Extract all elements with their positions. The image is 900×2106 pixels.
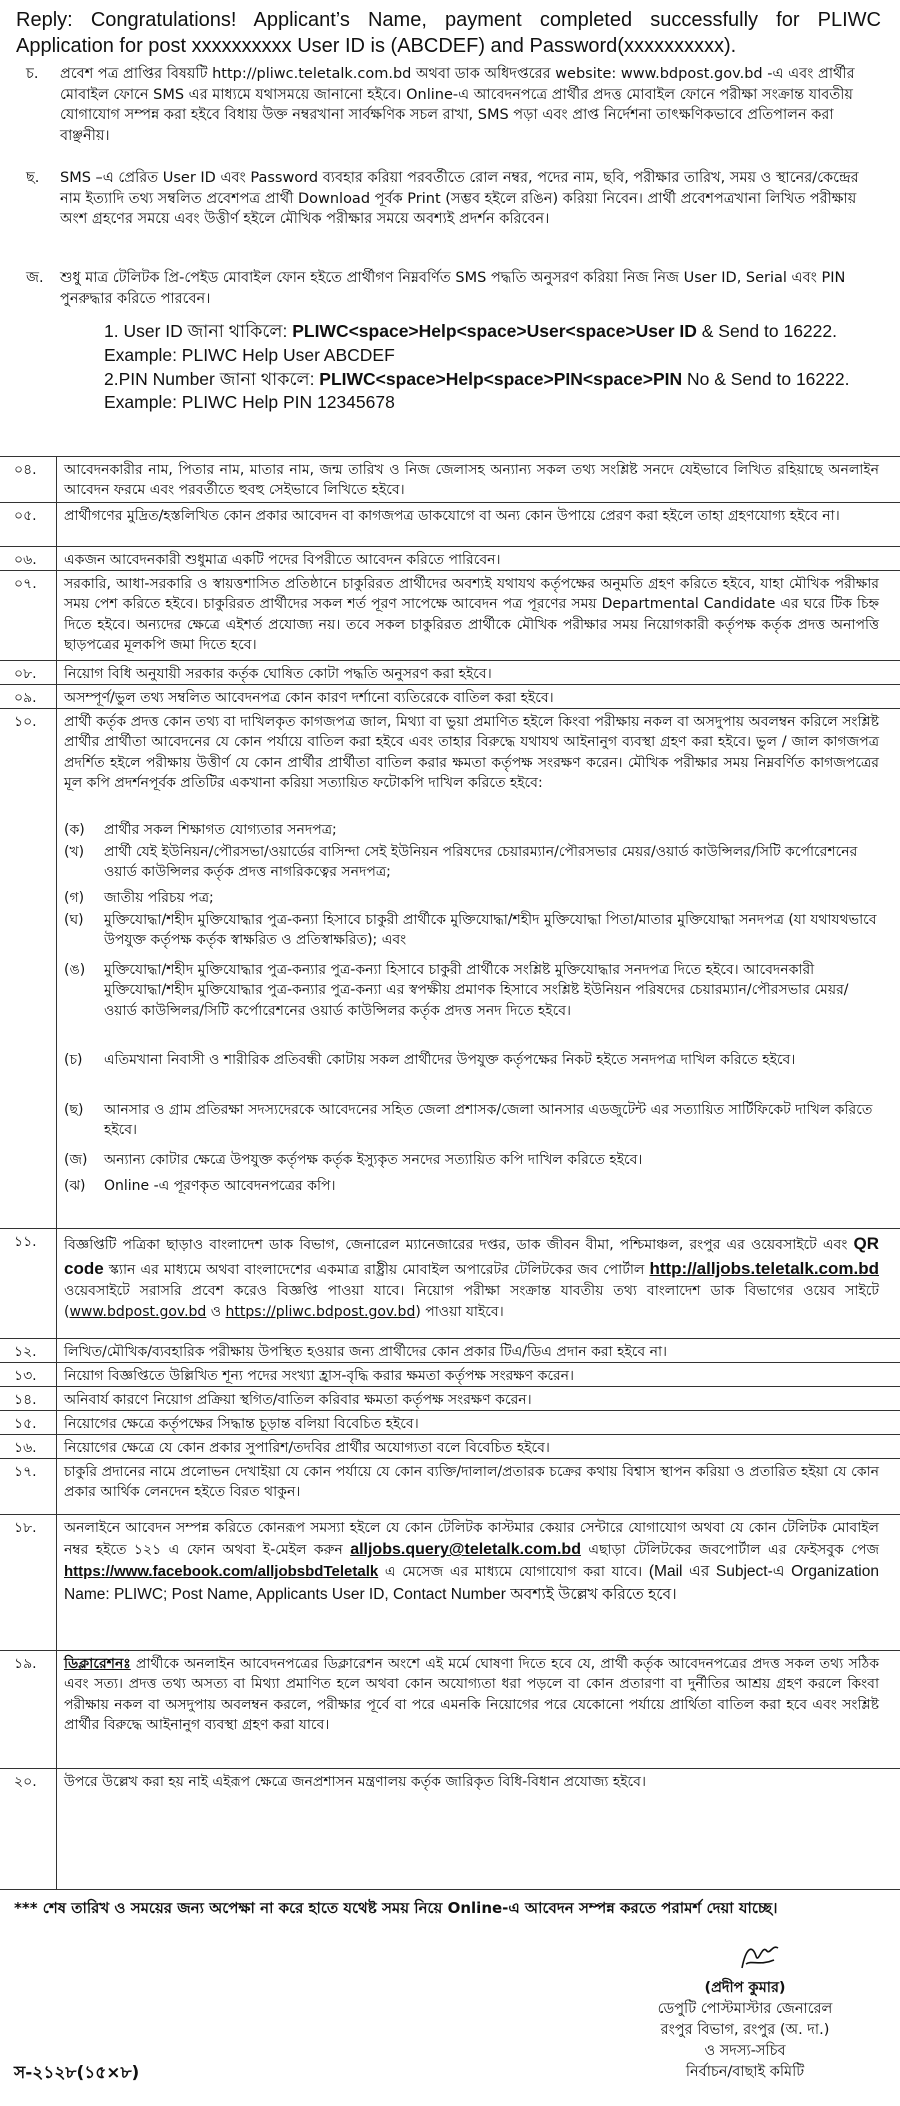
sms-example-1: Example: PLIWC Help User ABCDEF [104,344,395,365]
row-number: ১১. [14,1234,37,1250]
row-text: নিয়োগের ক্ষেত্রে কর্তৃপক্ষের সিদ্ধান্ত চূড়ান্ত বলিয়া বিবেচিত হইবে। [64,1416,419,1432]
row-text: অনিবার্য কারণে নিয়োগ প্রক্রিয়া স্থগিত/বাতিল করিবার ক্ষমতা কর্তৃপক্ষ সংরক্ষণ করেন। [64,1392,532,1408]
row-number: ১৭. [14,1464,37,1480]
row-number: ০৮. [14,666,37,682]
item-cha [26,64,880,146]
row-text: অসম্পূর্ণ/ভুল তথ্য সম্বলিত আবেদনপত্র কোন কারণ দর্শানো ব্যতিরেকে বাতিল করা হইবে। [64,690,554,706]
row-text: প্রার্থী কর্তৃক প্রদত্ত কোন তথ্য বা দাখিলকৃত কাগজপত্র জাল, মিথ্যা বা ভুয়া প্রমাণিত হইলে কিংবা পরীক্ষায় নকল বা অসদুপায় অবলম্বন করিলে সংশ্লিষ্ট প্রার্থীর প্রার্থীতা আবেদনের যে কোন পর্যায়ে বাতিল করা হইবে এবং তাহার বিরুদ্ধে যথাযথ আইনানুগ ব্যবস্থা গ্রহণ করা হইবে। ভুল / জাল কাগজপত্র প্রদর্শিত হইলে পরীক্ষায় উত্তীর্ণ যে কোন প্রার্থীর প্রার্থীতা বাতিল করার ক্ষমতা কর্তৃপক্ষ সংরক্ষণ করেন। মৌখিক পরীক্ষার সময় নিম্নবর্ণিত কাগজপত্রের মূল কপি প্রদর্শনপূর্বক প্রতিটির একখানা করিয়া সত্যায়িত ফটোকপি দাখিল করিতে হইবে: [64,714,879,791]
table-row [0,1410,900,1435]
pliwc-link[interactable]: https://pliwc.bdpost.gov.bd [225,1303,416,1320]
row-number: ০৯. [14,690,37,706]
row-number: ০৬. [14,552,37,568]
signatory-name: (প্রদীপ কুমার) [704,1980,786,1996]
row-number: ১৪. [14,1392,37,1408]
row-number: ২০. [14,1774,37,1790]
table-row [0,1386,900,1411]
item-label: চ. [26,66,39,82]
bdpost-link[interactable]: www.bdpost.gov.bd [69,1303,207,1320]
table-row [0,660,900,685]
signature-scribble [738,1938,782,1974]
row-number: ১৬. [14,1440,37,1456]
sms-example-2: Example: PLIWC Help PIN 12345678 [104,392,395,413]
signatory-designation: ডেপুটি পোস্টমাস্টার জেনারেল [657,2001,833,2018]
row-text: ডিক্লারেশনঃ প্রার্থীকে অনলাইন আবেদনপত্রের ডিক্লারেশন অংশে এই মর্মে ঘোষণা দিতে হবে যে, প্রার্থী কর্তৃক আবেদনপত্রের প্রদত্ত সকল তথ্য সঠিক এবং সত্য। প্রদত্ত তথ্য অসত্য বা মিথ্যা প্রমাণিত হলে অথবা কোন অযোগ্যতা ধরা পড়লে বা কোন প্রতারণা বা দুর্নীতির আশ্রয় গ্রহণ করলে কিংবা পরীক্ষায় নকল বা অসদুপায় অবলম্বন করলে, পরীক্ষার পূর্বে বা পরে এমনকি নিয়োগের পরে যেকোনো পর্যায়ে প্রার্থিতা বাতিল করা হবে এবং সংশ্লিষ্ট প্রার্থীর বিরুদ্ধে আইনানুগ ব্যবস্থা গ্রহণ করা যাবে। [64,1656,879,1733]
table-row [0,1768,900,1890]
row-number: ১৮. [14,1520,37,1536]
table-row [0,546,900,571]
table-row [0,1228,900,1339]
signature-block [600,1978,890,2083]
row-text: নিয়োগ বিজ্ঞপ্তিতে উল্লিখিত শূন্য পদের সংখ্যা হ্রাস-বৃদ্ধি করার ক্ষমতা কর্তৃপক্ষ সংরক্ষণ করেন। [64,1368,575,1384]
table-row [0,1434,900,1459]
row-text: প্রার্থীগণের মুদ্রিত/হস্তলিখিত কোন প্রকার আবেদন বা কাগজপত্র ডাকযোগে বা অন্য কোন উপায়ে প্রেরণ করা হইলে তাহা গ্রহণযোগ্য হইবে না। [64,508,840,524]
table-row [0,570,900,661]
item-text: SMS –এ প্রেরিত User ID এবং Password ব্যবহার করিয়া পরবর্তীতে রোল নম্বর, পদের নাম, ছবি, পরীক্ষার তারিখ, সময় ও স্থানের/কেন্দ্রের নাম ইত্যাদি তথ্য সম্বলিত প্রবেশপত্র প্রার্থী Download পূর্বক Print (সম্ভব হইলে রঙিন) করিয়া নিবেন। প্রার্থী প্রবেশপত্রখানা লিখিত পরীক্ষায় অংশ গ্রহণের সময়ে এবং উত্তীর্ণ হইলে মৌখিক পরীক্ষার সময়ে অবশ্যই প্রদর্শন করিবেন। [60,170,859,228]
reference-code: স-২১২৮(১৫×৮) [14,2063,140,2083]
row-text: চাকুরি প্রদানের নামে প্রলোভন দেখাইয়া যে কোন পর্যায়ে যে কোন ব্যক্তি/দালাল/প্রতারক চক্রের কথায় বিশ্বাস স্থাপন করিয়া ও প্রতারিত হইয়া যে কোন প্রকার আর্থিক লেনদেন হইতে বিরত থাকুন। [64,1464,879,1501]
table-row [0,1650,900,1769]
row-number: ১৯. [14,1656,37,1672]
footer-note: *** শেষ তারিখ ও সময়ের জন্য অপেক্ষা না করে হাতে যথেষ্ট সময় নিয়ে Online-এ আবেদন সম্পন্ন করতে পরামর্শ দেয়া যাচ্ছে। [14,1899,778,1917]
row-text: আবেদনকারীর নাম, পিতার নাম, মাতার নাম, জন্ম তারিখ ও নিজ জেলাসহ অন্যান্য সকল তথ্য সংশ্লিষ্ট সনদে যেইভাবে লিখিত রহিয়াছে অনলাইন আবেদন ফরমে এবং পরবর্তীতে হুবহু সেইভাবে লিখিতে হইবে। [64,462,879,499]
sms-instructions [104,320,876,415]
signatory-role-1: ও সদস্য-সচিব [704,2043,786,2060]
row-number: ০৫. [14,508,37,524]
email-link[interactable]: alljobs.query@teletalk.com.bd [350,1541,581,1559]
item-label: জ. [26,270,44,286]
table-row [0,684,900,709]
item-text: শুধু মাত্র টেলিটক প্রি-পেইড মোবাইল ফোন হইতে প্রার্থীগণ নিম্নবর্ণিত SMS পদ্ধতি অনুসরণ করিয়া নিজ নিজ User ID, Serial এবং PIN পুনরুদ্ধার করিতে পারবেন। [60,270,846,307]
row-text: লিখিত/মৌখিক/ব্যবহারিক পরীক্ষায় উপস্থিত হওয়ার জন্য প্রার্থীদের কোন প্রকার টিএ/ডিএ প্রদান করা হইবে না। [64,1344,668,1360]
reply-text: Reply: Congratulations! Applicant’s Name, payment completed successfully for PLIWC Application for post xxxxxxxxxx User ID is (ABCDEF) and Password(xxxxxxxxxx). [16,9,881,57]
item-text: প্রবেশ পত্র প্রাপ্তির বিষয়টি http://pliwc.teletalk.com.bd অথবা ডাক অধিদপ্তরের website: www.bdpost.gov.bd -এ এবং প্রার্থীর মোবাইল ফোনে SMS এর মাধ্যমে যথাসময়ে জানানো হইবে। Online-এ আবেদনপত্রে প্রার্থীর প্রদত্ত মোবাইল ফোনে পরীক্ষা সংক্রান্ত যাবতীয় যোগাযোগ সম্পন্ন করা হইবে বিধায় উক্ত নম্বরখানা সার্বক্ষণিক সচল রাখা, SMS পড়া এবং প্রাপ্ত নির্দেশনা তাৎক্ষণিকভাবে প্রতিপালন করা বাঞ্ছনীয়। [60,66,855,144]
alljobs-link[interactable]: http://alljobs.teletalk.com.bd [649,1258,879,1278]
row-number: ০৪. [14,462,37,478]
item-ja [26,268,880,309]
signatory-role-2: নির্বাচন/বাছাই কমিটি [685,2064,805,2081]
row-number: ০৭. [14,576,37,592]
table-row [0,456,900,503]
row-text: নিয়োগ বিধি অনুযায়ী সরকার কর্তৃক ঘোষিত কোটা পদ্ধতি অনুসরণ করা হইবে। [64,666,492,682]
row-text: উপরে উল্লেখ করা হয় নাই এইরূপ ক্ষেত্রে জনপ্রশাসন মন্ত্রণালয় কর্তৃক জারিকৃত বিধি-বিধান প্রযোজ্য হইবে। [64,1774,646,1790]
table-row [0,1362,900,1387]
facebook-link[interactable]: https://www.facebook.com/alljobsbdTeletalk [64,1563,379,1581]
table-row [0,1514,900,1651]
row-text: বিজ্ঞপ্তিটি পত্রিকা ছাড়াও বাংলাদেশ ডাক বিভাগ, জেনারেল ম্যানেজারের দপ্তর, ডাক জীবন বীমা, পশ্চিমাঞ্চল, রংপুর এর ওয়েবসাইটে এবং QR code স্ক্যান এর মাধ্যমে অথবা বাংলাদেশের একমাত্র রাষ্ট্রীয় মোবাইল অপারেটর টেলিটকের জব পোর্টাল http://alljobs.teletalk.com.bd ওয়েবসাইটে সরাসরি প্রবেশ করেও বিজ্ঞপ্তি পাওয়া যাবে। নিয়োগ পরীক্ষা সংক্রান্ত যাবতীয় তথ্য বাংলাদেশ ডাক বিভাগের ওয়েব সাইটে (www.bdpost.gov.bd ও https://pliwc.bdpost.gov.bd) পাওয়া যাইবে। [64,1234,879,1320]
row-text: অনলাইনে আবেদন সম্পন্ন করিতে কোনরূপ সমস্যা হইলে যে কোন টেলিটক কাস্টমার কেয়ার সেন্টারে যোগাযোগ অথবা যে কোন টেলিটক মোবাইল নম্বর হইতে ১২১ এ ফোন অথবা ই-মেইল করুন alljobs.query@teletalk.com.bd এছাড়া টেলিটকের জবপোর্টাল এর ফেইসবুক পেজ https://www.facebook.com/alljobsbdTeletalk এ মেসেজ এর মাধ্যমে যোগাযোগ করা যাবে। (Mail এর Subject-এ Organization Name: PLIWC; Post Name, Applicants User ID, Contact Number অবশ্যই উল্লেখ করিতে হবে। [64,1520,879,1603]
item-chha [26,168,880,230]
table-row [0,502,900,547]
row-text: একজন আবেদনকারী শুধুমাত্র একটি পদের বিপরীতে আবেদন করিতে পারিবেন। [64,552,501,568]
item-label: ছ. [26,170,40,186]
table-row [0,1458,900,1515]
row-text: সরকারি, আধা-সরকারি ও স্বায়ত্তশাসিত প্রতিষ্ঠানে চাকুরিরত প্রার্থীদের অবশ্যই যথাযথ কর্তৃপক্ষের অনুমতি গ্রহণ করিতে হইবে, যাহা মৌখিক পরীক্ষার সময় পেশ করিতে হইবে। চাকুরিরত প্রার্থীদের সকল শর্ত পূরণ সাপেক্ষে আবেদন পত্র পূরণের সময় Departmental Candidate এর ঘরে টিক চিহ্ন দিতে হইবে। অন্যদের ক্ষেত্রে এইশর্ত প্রযোজ্য নয়। তবে সকল চাকুরিরত প্রার্থীকে মৌখিক পরীক্ষার সময় নিয়োগকারী কর্তৃপক্ষ কর্তৃক প্রদত্ত অনাপত্তি ছাড়পত্রের মূলকপি জমা দিতে হবে। [64,576,879,653]
signatory-office: রংপুর বিভাগ, রংপুর (অ. দা.) [660,2022,830,2039]
row-text: নিয়োগের ক্ষেত্রে যে কোন প্রকার সুপারিশ/তদবির প্রার্থীর অযোগ্যতা বলে বিবেচিত হইবে। [64,1440,550,1456]
row-number: ১৫. [14,1416,37,1432]
notice-page: Reply: Congratulations! Applicant’s Name, payment completed successfully for PLIWC Application for post xxxxxxxxxx User ID is (ABCDEF) and Password(xxxxxxxxxx). চ. প্রবেশ পত্র প্রাপ্তির বিষয়টি http://pliwc.teletalk.com.bd অথবা ডাক অধিদপ্তরের website: www.bdpost.gov.bd -এ এবং প্রার্থীর মোবাইল ফোনে SMS এর মাধ্যমে যথাসময়ে জানানো হইবে। Online-এ আবেদনপত্রে প্রার্থীর প্রদত্ত মোবাইল ফোনে পরীক্ষা সংক্রান্ত যাবতীয় যোগাযোগ সম্পন্ন করা হইবে বিধায় উক্ত নম্বরখানা সার্বক্ষণিক সচল রাখা, SMS পড়া এবং প্রাপ্ত নির্দেশনা তাৎক্ষণিকভাবে প্রতিপালন করা বাঞ্ছনীয়। ছ. SMS –এ প্রেরিত User ID এবং Password ব্যবহার করিয়া পরবর্তীতে রোল নম্বর, পদের নাম, ছবি, পরীক্ষার তারিখ, সময় ও স্থানের/কেন্দ্রের নাম ইত্যাদি তথ্য সম্বলিত প্রবেশপত্র প্রার্থী Download পূর্বক Print (সম্ভব হইলে রঙিন) করিয়া নিবেন। প্রার্থী প্রবেশপত্রখানা লিখিত পরীক্ষায় অংশ গ্রহণের সময়ে এবং উত্তীর্ণ হইলে মৌখিক পরীক্ষার সময়ে অবশ্যই প্রদর্শন করিবেন। জ. শুধু মাত্র টেলিটক প্রি-পেইড মোবাইল ফোন হইতে প্রার্থীগণ নিম্নবর্ণিত SMS পদ্ধতি অনুসরণ করিয়া নিজ নিজ User ID, Serial এবং PIN পুনরুদ্ধার করিতে পারবেন। 1. User ID জানা থাকিলে: PLIWC<space>Help<space>User<space>User ID & Send to 16222. Example: PLIWC Help User ABCDEF 2.PIN Number জানা থাকলে: PLIWC<space>Help<space>PIN<space>PIN No & Send to 16222. Example: PLIWC Help PIN 12345678 ০৪. আবেদনকারীর নাম, পিতার নাম, মাতার নাম, জন্ম তারিখ ও নিজ জেলাসহ অন্যান্য সকল তথ্য সংশ্লিষ্ট সনদে যেইভাবে লিখিত রহিয়াছে অনলাইন আবেদন ফরমে এবং পরবর্তীতে হুবহু সেইভাবে লিখিতে হইবে। ০৫. প্রার্থীগণের মুদ্রিত/হস্তলিখিত কোন প্রকার আবেদন বা কাগজপত্র ডাকযোগে বা অন্য কোন উপায়ে প্রেরণ করা হইলে তাহা গ্রহণযোগ্য হইবে না। ০৬. একজন আবেদনকারী শুধুমাত্র একটি পদের বিপরীতে আবেদন করিতে পারিবেন। ০৭. সরকারি, আধা-সরকারি ও স্বায়ত্তশাসিত প্রতিষ্ঠানে চাকুরিরত প্রার্থীদের অবশ্যই যথাযথ কর্তৃপক্ষের অনুমতি গ্রহণ করিতে হইবে, যাহা মৌখিক পরীক্ষার সময় পেশ করিতে হইবে। চাকুরিরত প্রার্থীদের সকল শর্ত পূরণ সাপেক্ষে আবেদন পত্র পূরণের সময় Departmental Candidate এর ঘরে টিক চিহ্ন দিতে হইবে। অন্যদের ক্ষেত্রে এইশর্ত প্রযোজ্য নয়। তবে সকল চাকুরিরত প্রার্থীকে মৌখিক পরীক্ষার সময় নিয়োগকারী কর্তৃপক্ষ কর্তৃক প্রদত্ত অনাপত্তি ছাড়পত্রের মূলকপি জমা দিতে হবে। ০৮. নিয়োগ বিধি অনুযায়ী সরকার কর্তৃক ঘোষিত কোটা পদ্ধতি অনুসরণ করা হইবে। ০৯. অসম্পূর্ণ/ভুল তথ্য সম্বলিত আবেদনপত্র কোন কারণ দর্শানো ব্যতিরেকে বাতিল করা হইবে। ১০. প্রার্থী কর্তৃক প্রদত্ত কোন তথ্য বা দাখিলকৃত কাগজপত্র জাল, মিথ্যা বা ভুয়া প্রমাণিত হইলে কিংবা পরীক্ষায় নকল বা অসদুপায় অবলম্বন করিলে সংশ্লিষ্ট প্রার্থীর প্রার্থীতা আবেদনের যে কোন পর্যায়ে বাতিল করা হইবে এবং তাহার বিরুদ্ধে যথাযথ আইনানুগ ব্যবস্থা গ্রহণ করা হইবে। ভুল / জাল কাগজপত্র প্রদর্শিত হইলে পরীক্ষায় উত্তীর্ণ যে কোন প্রার্থীর প্রার্থীতা বাতিল করার ক্ষমতা কর্তৃপক্ষ সংরক্ষণ করেন। মৌখিক পরীক্ষার সময় নিম্নবর্ণিত কাগজপত্রের মূল কপি প্রদর্শনপূর্বক প্রতিটির একখানা করিয়া সত্যায়িত ফটোকপি দাখিল করিতে হইবে: (ক) প্রার্থীর সকল শিক্ষাগত যোগ্যতার সনদপত্র; (খ) প্রার্থী যেই ইউনিয়ন/পৌরসভা/ওয়ার্ডের বাসিন্দা সেই ইউনিয়ন পরিষদের চেয়ারম্যান/পৌরসভার মেয়র/ওয়ার্ড কাউন্সিলর/সিটি কর্পোরেশনের ওয়ার্ড কাউন্সিলর কর্তৃক প্রদত্ত নাগরিকত্বের সনদপত্র; (গ) জাতীয় পরিচয় পত্র; (ঘ) মুক্তিযোদ্ধা/শহীদ মুক্তিযোদ্ধার পুত্র-কন্যা হিসাবে চাকুরী প্রার্থীকে মুক্তিযোদ্ধা/শহীদ মুক্তিযোদ্ধা পিতা/মাতার মুক্তিযোদ্ধা সনদপত্র (যা যথাযথভাবে উপযুক্ত কর্তৃপক্ষ কর্তৃক স্বাক্ষরিত ও প্রতিস্বাক্ষরিত); এবং (ঙ) মুক্তিযোদ্ধা/শহীদ মুক্তিযোদ্ধার পুত্র-কন্যার পুত্র-কন্যা হিসাবে চাকুরী প্রার্থীকে সংশ্লিষ্ট মুক্তিযোদ্ধার সনদপত্র দিতে হইবে। আবেদনকারী মুক্তিযোদ্ধা/শহীদ মুক্তিযোদ্ধার পুত্র-কন্যার পুত্র-কন্যা এর স্বপক্ষীয় প্রমাণক হিসাবে সংশ্লিষ্ট ইউনিয়ন পরিষদের চেয়ারম্যান/পৌরসভার মেয়র/ওয়ার্ড কাউন্সিলর/সিটি কর্পোরেশনের ওয়ার্ড কাউন্সিলর কর্তৃক প্রদত্ত সনদ দিতে হইবে। (চ) এতিমখানা নিবাসী ও শারীরিক প্রতিবন্ধী কোটায় সকল প্রার্থীদের উপযুক্ত কর্তৃপক্ষের নিকট হইতে সনদপত্র দাখিল করিতে হইবে। (ছ) আনসার ও গ্রাম প্রতিরক্ষা সদস্যদেরকে আবেদনের সহিত জেলা প্রশাসক/জেলা আনসার এডজুটেন্ট এর সত্যায়িত সার্টিফিকেট দাখিল করিতে হইবে। (জ) অন্যান্য কোটার ক্ষেত্রে উপযুক্ত কর্তৃপক্ষ কর্তৃক ইস্যুকৃত সনদের সত্যায়িত কপি দাখিল করিতে হইবে। (ঝ) Online -এ পূরণকৃত আবেদনপত্রের কপি। ১১. বিজ্ঞপ্তিটি পত্রিকা ছাড়াও বাংলাদেশ ডাক বিভাগ, জেনারেল ম্যানেজারের দপ্তর, ডাক জীবন বীমা, পশ্চিমাঞ্চল, রংপুর এর ওয়েবসাইটে এবং QR code স্ক্যান এর মাধ্যমে অথবা বাংলাদেশের একমাত্র রাষ্ট্রীয় মোবাইল অপারেটর টেলিটকের জব পোর্টাল http://alljobs.teletalk.com.bd ওয়েবসাইটে সরাসরি প্রবেশ করেও বিজ্ঞপ্তি পাওয়া যাবে। নিয়োগ পরীক্ষা সংক্রান্ত যাবতীয় তথ্য বাংলাদেশ ডাক বিভাগের ওয়েব সাইটে (www.bdpost.gov.bd ও https://pliwc.bdpost.gov.bd) পাওয়া যাইবে। ১২. লিখিত/মৌখিক/ব্যবহারিক পরীক্ষায় উপস্থিত হওয়ার জন্য প্রার্থীদের কোন প্রকার টিএ/ডিএ প্রদান করা হইবে না। ১৩. নিয়োগ বিজ্ঞপ্তিতে উল্লিখিত শূন্য পদের সংখ্যা হ্রাস-বৃদ্ধি করার ক্ষমতা কর্তৃপক্ষ সংরক্ষণ করেন। ১৪. অনিবার্য কারণে নিয়োগ প্রক্রিয়া স্থগিত/বাতিল করিবার ক্ষমতা কর্তৃপক্ষ সংরক্ষণ করেন। ১৫. নিয়োগের ক্ষেত্রে কর্তৃপক্ষের সিদ্ধান্ত চূড়ান্ত বলিয়া বিবেচিত হইবে। ১৬. নিয়োগের ক্ষেত্রে যে কোন প্রকার সুপারিশ/তদবির প্রার্থীর অযোগ্যতা বলে বিবেচিত হইবে। ১৭. চাকুরি প্রদানের নামে প্রলোভন দেখাইয়া যে কোন পর্যায়ে যে কোন ব্যক্তি/দালাল/প্রতারক চক্রের কথায় বিশ্বাস স্থাপন করিয়া ও প্রতারিত হইয়া যে কোন প্রকার আর্থিক লেনদেন হইতে বিরত থাকুন। ১৮. অনলাইনে আবেদন সম্পন্ন করিতে কোনরূপ সমস্যা হইলে যে কোন টেলিটক কাস্টমার কেয়ার সেন্টারে যোগাযোগ অথবা যে কোন টেলিটক মোবাইল নম্বর হইতে ১২১ এ ফোন অথবা ই-মেইল করুন alljobs.query@teletalk.com.bd এছাড়া টেলিটকের জবপোর্টাল এর ফেইসবুক পেজ https://www.facebook.com/alljobsbdTeletalk এ মেসেজ এর মাধ্যমে যোগাযোগ করা যাবে। (Mail এর Subject-এ Organization Name: PLIWC; Post Name, Applicants User ID, Contact Number অবশ্যই উল্লেখ করিতে হবে। ১৯. ডিক্লারেশনঃ প্রার্থীকে অনলাইন আবেদনপত্রের ডিক্লারেশন অংশে এই মর্মে ঘোষণা দিতে হবে যে, প্রার্থী কর্তৃক আবেদনপত্রের প্রদত্ত সকল তথ্য সঠিক এবং সত্য। প্রদত্ত তথ্য অসত্য বা মিথ্যা প্রমাণিত হলে অথবা কোন অযোগ্যতা ধরা পড়লে বা কোন প্রতারণা বা দুর্নীতির আশ্রয় গ্রহণ করলে কিংবা পরীক্ষায় নকল বা অসদুপায় অবলম্বন করলে, পরীক্ষার পূর্বে বা পরে এমনকি নিয়োগের পরে যেকোনো পর্যায়ে প্রার্থিতা বাতিল করা হবে এবং সংশ্লিষ্ট প্রার্থীর বিরুদ্ধে আইনানুগ ব্যবস্থা গ্রহণ করা যাবে। ২০. উপরে উল্লেখ করা হয় নাই এইরূপ ক্ষেত্রে জনপ্রশাসন মন্ত্রণালয় কর্তৃক জারিকৃত বিধি-বিধান প্রযোজ্য হইবে। *** শেষ তারিখ ও সময়ের জন্য অপেক্ষা না করে হাতে যথেষ্ট সময় নিয়ে Online-এ আবেদন সম্পন্ন করতে পরামর্শ দেয়া যাচ্ছে। (প্রদীপ কুমার) ডেপুটি পোস্টমাস্টার জেনারেল রংপুর বিভাগ, রংপুর (অ. দা.) ও সদস্য-সচিব নির্বাচন/বাছাই কমিটি স-২১২৮(১৫×৮) [0,0,900,2106]
row-number: ১৩. [14,1368,37,1384]
sms-line-2: 2.PIN Number জানা থাকলে: PLIWC<space>Help<space>PIN<space>PIN No & Send to 16222. [104,368,850,389]
row-number: ১২. [14,1344,37,1360]
table-row [0,1338,900,1363]
row-number: ১০. [14,714,37,730]
sms-line-1: 1. User ID জানা থাকিলে: PLIWC<space>Help<space>User<space>User ID & Send to 16222. [104,321,837,341]
